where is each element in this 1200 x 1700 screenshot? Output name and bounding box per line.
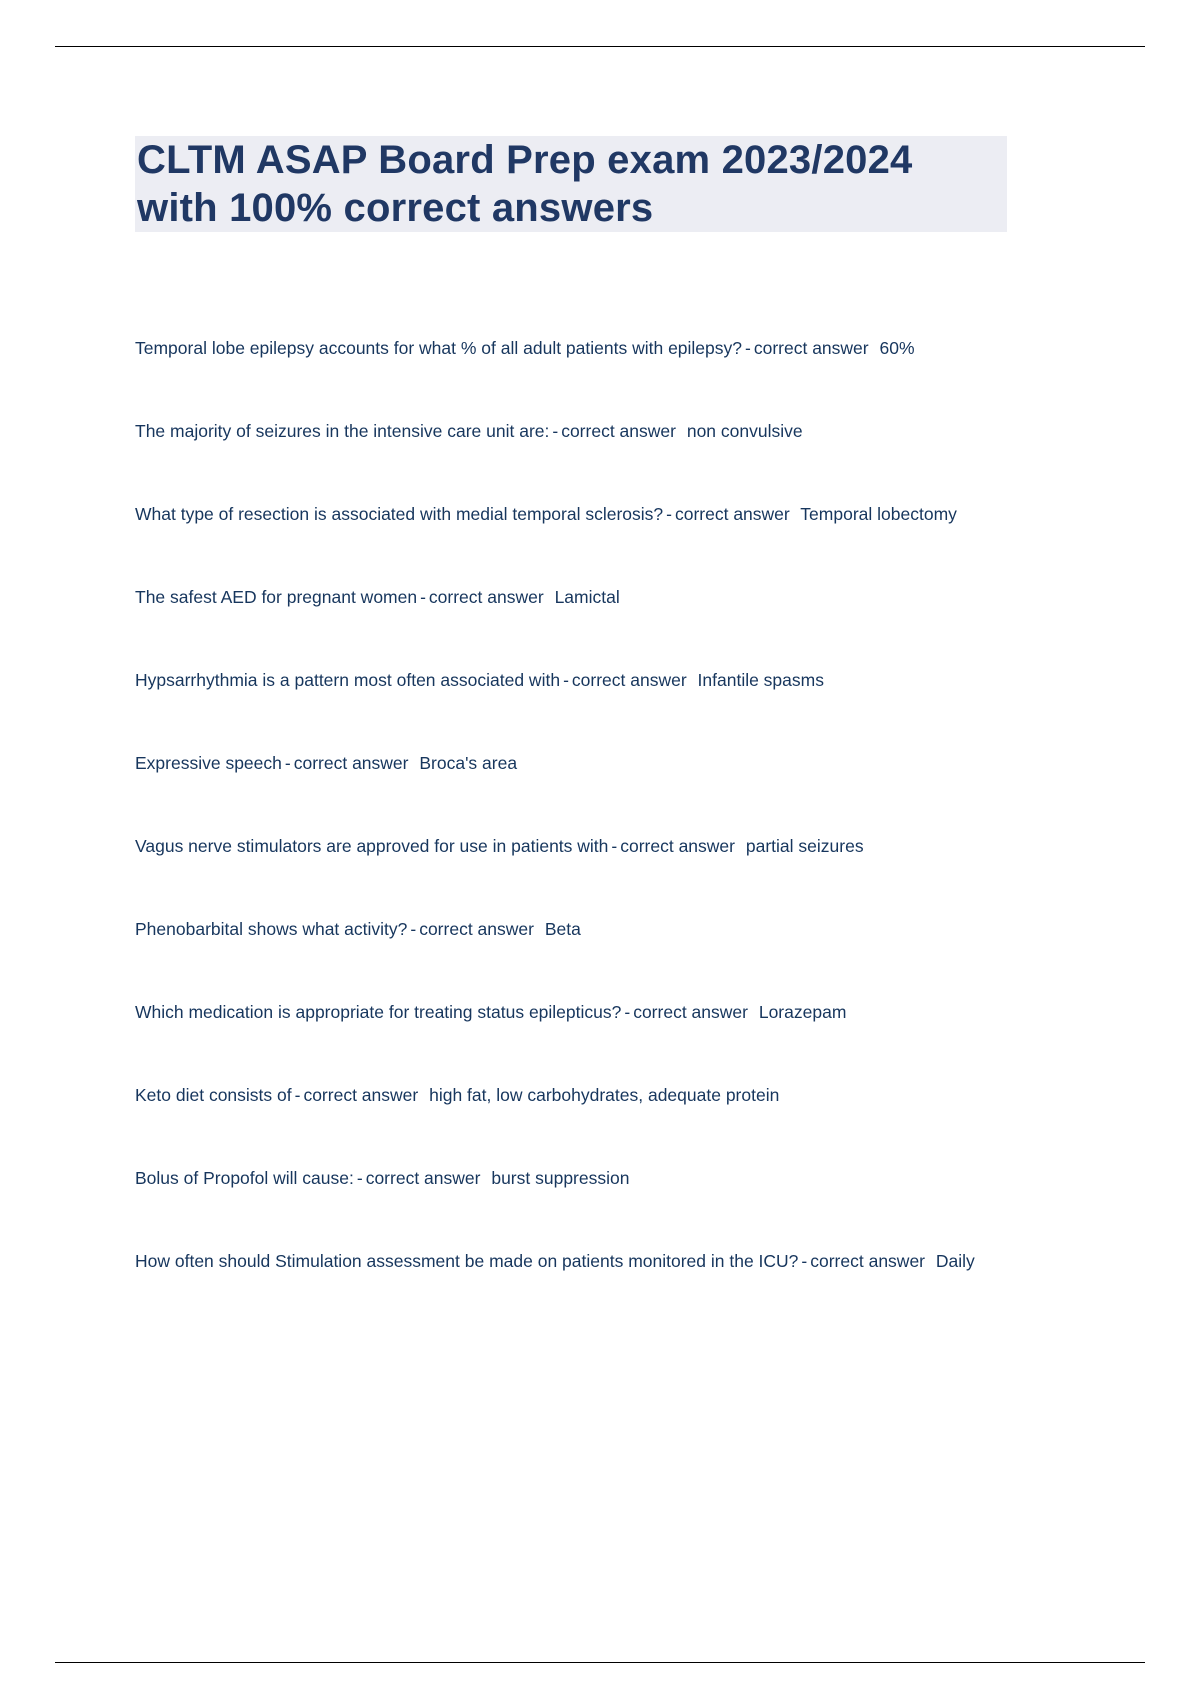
qa-item (135, 417, 1065, 446)
answer-separator: - (294, 1085, 301, 1105)
question-text: Keto diet consists of (135, 1085, 292, 1105)
correct-answer-label: correct answer (810, 1251, 926, 1271)
bottom-rule (55, 1662, 1145, 1663)
qa-item (135, 334, 1065, 363)
answer-separator: - (410, 919, 417, 939)
question-text: Which medication is appropriate for treating status epilepticus? (135, 1002, 622, 1022)
qa-item (135, 583, 1065, 612)
qa-item (135, 1247, 1065, 1276)
answer-separator: - (356, 1168, 363, 1188)
answer-separator: - (611, 836, 618, 856)
correct-answer-label: correct answer (365, 1168, 481, 1188)
correct-answer-label: correct answer (561, 421, 676, 441)
answer-text: Beta (544, 919, 581, 939)
page-title-line2: with 100% correct answers (137, 186, 654, 230)
page-title-line1: CLTM ASAP Board Prep exam 2023/2024 (137, 138, 913, 182)
correct-answer-label: correct answer (753, 338, 869, 358)
answer-separator: - (666, 504, 672, 524)
correct-answer-label: correct answer (419, 919, 534, 939)
question-text: Bolus of Propofol will cause: (135, 1168, 354, 1188)
answer-separator: - (563, 670, 569, 690)
answer-separator: - (624, 1002, 631, 1022)
question-text: Temporal lobe epilepsy accounts for what % of all adult patients with epilepsy? (135, 338, 743, 358)
answer-separator: - (552, 421, 559, 441)
correct-answer-label: correct answer (303, 1085, 419, 1105)
question-text: The safest AED for pregnant women (135, 587, 418, 607)
qa-item (135, 500, 1065, 529)
answer-separator: - (284, 753, 291, 773)
qa-item (135, 749, 1065, 778)
answer-text: Lorazepam (758, 1002, 847, 1022)
question-text: Phenobarbital shows what activity? (135, 919, 408, 939)
qa-item (135, 832, 1065, 861)
qa-item (135, 998, 1065, 1027)
question-text: Hypsarrhythmia is a pattern most often associated with (135, 670, 561, 690)
answer-text: Infantile spasms (697, 670, 824, 690)
correct-answer-label: correct answer (428, 587, 544, 607)
question-text: Vagus nerve stimulators are approved for use in patients with (135, 836, 609, 856)
answer-text: Daily (935, 1251, 975, 1271)
correct-answer-label: correct answer (633, 1002, 748, 1022)
page-title (135, 136, 1007, 232)
page-content (135, 0, 1065, 1330)
qa-item (135, 915, 1065, 944)
qa-item (135, 1164, 1065, 1193)
answer-separator: - (420, 587, 426, 607)
question-text: What type of resection is associated with medial temporal sclerosis? (135, 504, 664, 524)
answer-text: high fat, low carbohydrates, adequate protein (429, 1085, 780, 1105)
answer-text: Lamictal (554, 587, 620, 607)
question-text: How often should Stimulation assessment be made on patients monitored in the ICU? (135, 1251, 799, 1271)
qa-list (135, 334, 1065, 1276)
correct-answer-label: correct answer (620, 836, 735, 856)
answer-text: non convulsive (686, 421, 803, 441)
answer-text: burst suppression (491, 1168, 630, 1188)
answer-text: 60% (879, 338, 915, 358)
answer-separator: - (745, 338, 751, 358)
answer-text: Temporal lobectomy (800, 504, 957, 524)
qa-item (135, 666, 1065, 695)
question-text: Expressive speech (135, 753, 282, 773)
correct-answer-label: correct answer (674, 504, 790, 524)
answer-text: Broca's area (419, 753, 518, 773)
answer-separator: - (801, 1251, 808, 1271)
question-text: The majority of seizures in the intensive care unit are: (135, 421, 550, 441)
correct-answer-label: correct answer (293, 753, 409, 773)
answer-text: partial seizures (745, 836, 864, 856)
correct-answer-label: correct answer (571, 670, 687, 690)
qa-item (135, 1081, 1065, 1110)
